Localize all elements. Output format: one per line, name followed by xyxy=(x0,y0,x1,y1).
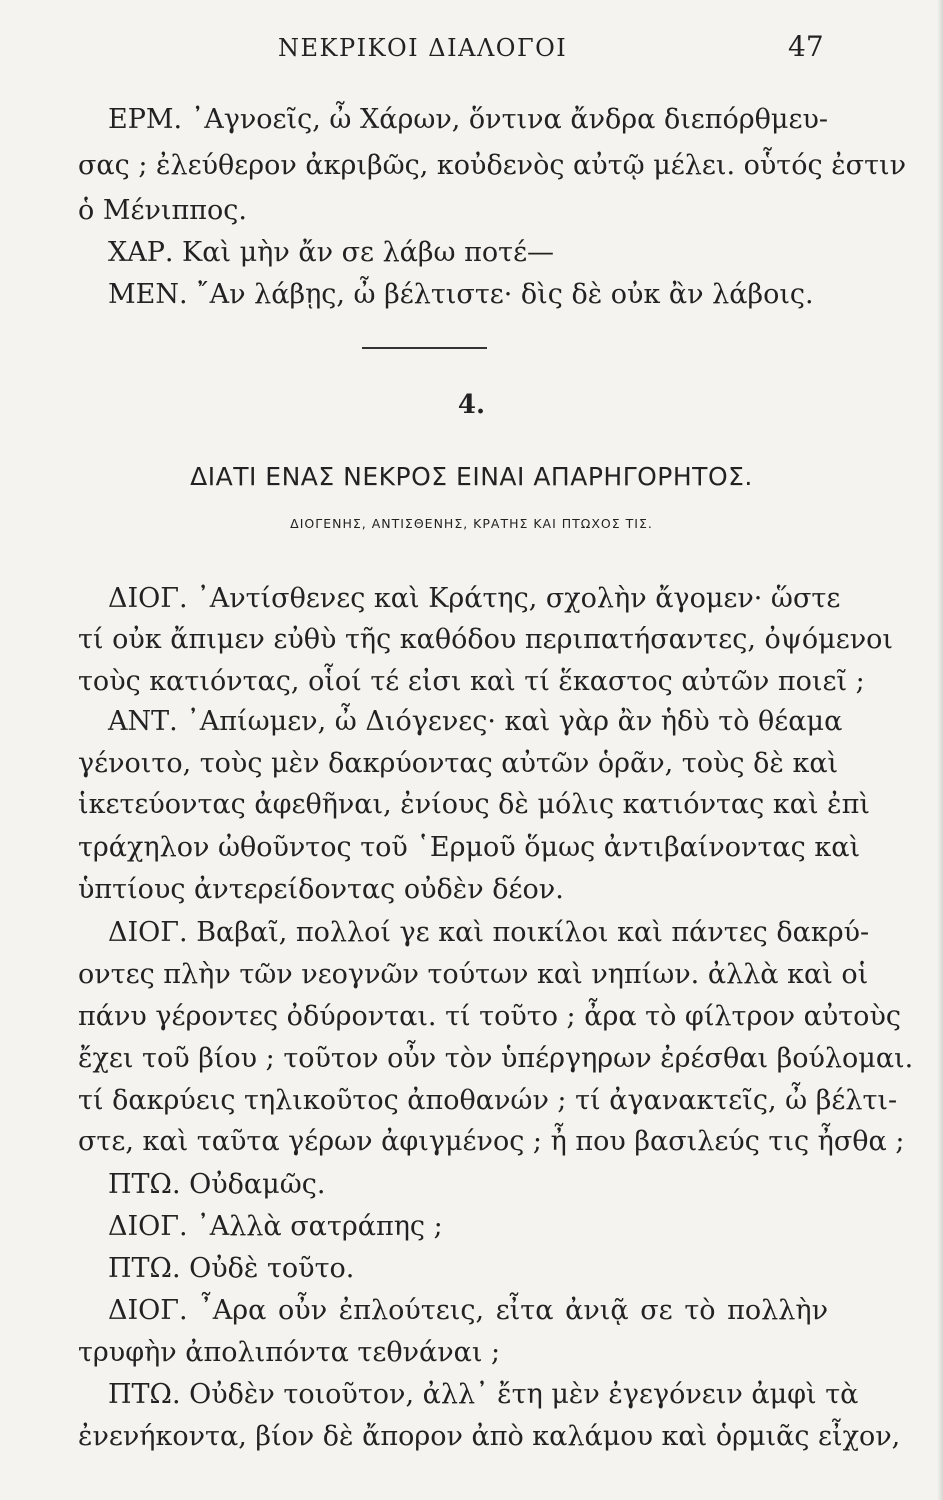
running-title: ΝΕΚΡΙΚΟΙ ΔΙΑΛΟΓΟΙ xyxy=(278,34,568,62)
text-line: στε, καὶ ταῦτα γέρων ἀφιγμένος ; ἦ που βασιλεύς τις ἦσθα ; xyxy=(78,1126,905,1157)
text-line: ΔΙΟΓ. Βαβαῖ, πολλοί γε καὶ ποικίλοι καὶ πάντες δακρύ- xyxy=(108,917,870,948)
text-line: ἔχει τοῦ βίου ; τοῦτον οὖν τὸν ὑπέργηρων ἐρέσθαι βούλομαι. xyxy=(78,1043,914,1074)
text-line: τρυφὴν ἀπολιπόντα τεθνάναι ; xyxy=(78,1337,501,1368)
text-line: ΑΝΤ. ᾿Απίωμεν, ὦ Διόγενες· καὶ γὰρ ἂν ἡδὺ τὸ θέαμα xyxy=(108,706,843,737)
text-line: ΠΤΩ. Οὐδὲν τοιοῦτον, ἀλλ᾿ ἔτη μὲν ἐγεγόνειν ἀμφὶ τὰ xyxy=(108,1379,859,1410)
section-title: ΔΙΑΤΙ ΕΝΑΣ ΝΕΚΡΟΣ ΕΙΝΑΙ ΑΠΑΡΗΓΟΡΗΤΟΣ. xyxy=(190,462,753,491)
text-line: πάνυ γέροντες ὀδύρονται. τί τοῦτο ; ἆρα τὸ φίλτρον αὐτοὺς xyxy=(78,1001,901,1032)
page-header xyxy=(0,30,943,70)
text-line: ὁ Μένιππος. xyxy=(78,195,247,226)
text-line: τί οὐκ ἄπιμεν εὐθὺ τῆς καθόδου περιπατήσαντες, ὀψόμενοι xyxy=(78,624,893,655)
text-line: ΔΙΟΓ. ᾿Αντίσθενες καὶ Κράτης, σχολὴν ἄγομεν· ὥστε xyxy=(108,583,841,614)
text-line: σας ; ἐλεύθερον ἀκριβῶς, κοὐδενὸς αὐτῷ μέλει. οὗτός ἐστιν xyxy=(78,150,907,181)
text-line: τοὺς κατιόντας, οἷοί τέ εἰσι καὶ τί ἕκαστος αὐτῶν ποιεῖ ; xyxy=(78,666,865,697)
text-line: ἱκετεύοντας ἀφεθῆναι, ἐνίους δὲ μόλις κατιόντας καὶ ἐπὶ xyxy=(78,789,870,820)
text-line: ἐνενήκοντα, βίον δὲ ἄπορον ἀπὸ καλάμου καὶ ὁρμιᾶς εἶχον, xyxy=(78,1421,901,1452)
section-persons: ΔΙΟΓΕΝΗΣ, ΑΝΤΙΣΘΕΝΗΣ, ΚΡΑΤΗΣ ΚΑΙ ΠΤΩΧΟΣ ΤΙΣ. xyxy=(290,516,653,531)
text-line: ὑπτίους ἀντερείδοντας οὐδὲν δέον. xyxy=(78,874,564,905)
text-line: ΠΤΩ. Οὐδὲ τοῦτο. xyxy=(108,1253,355,1284)
text-line: ΜΕΝ. ῎Αν λάβῃς, ὦ βέλτιστε· δὶς δὲ οὐκ ἂν λάβοις. xyxy=(108,279,814,310)
text-line: ΔΙΟΓ. ᾿Αλλὰ σατράπης ; xyxy=(108,1211,443,1242)
section-number: 4. xyxy=(457,390,486,420)
text-line: τί δακρύεις τηλικοῦτος ἀποθανών ; τί ἀγανακτεῖς, ὦ βέλτι- xyxy=(78,1085,898,1116)
text-line: τράχηλον ὠθοῦντος τοῦ ῾Ερμοῦ ὅμως ἀντιβαίνοντας καὶ xyxy=(78,832,861,863)
text-line: ΠΤΩ. Οὐδαμῶς. xyxy=(108,1169,326,1200)
text-line: ΕΡΜ. ᾿Αγνοεῖς, ὦ Χάρων, ὅντινα ἄνδρα διεπόρθμευ- xyxy=(108,104,828,135)
text-line: οντες πλὴν τῶν νεογνῶν τούτων καὶ νηπίων. ἀλλὰ καὶ οἱ xyxy=(78,959,869,990)
text-line: ΧΑΡ. Καὶ μὴν ἄν σε λάβω ποτέ— xyxy=(108,237,555,268)
page-number: 47 xyxy=(788,30,824,63)
section-divider xyxy=(362,347,487,349)
text-line: ΔΙΟΓ. ῏Αρα οὖν ἐπλούτεις, εἶτα ἀνιᾷ σε τὸ πολλὴν xyxy=(108,1295,828,1326)
text-line: γένοιτο, τοὺς μὲν δακρύοντας αὐτῶν ὁρᾶν, τοὺς δὲ καὶ xyxy=(78,748,839,779)
page-edge xyxy=(937,0,943,1500)
